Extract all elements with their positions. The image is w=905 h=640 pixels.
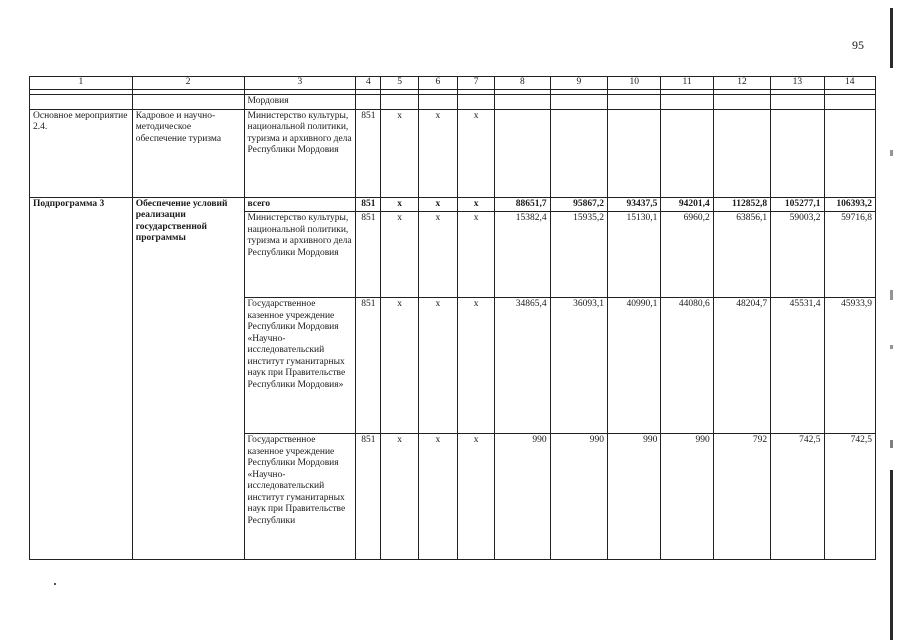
col-number: 6 — [418, 77, 457, 90]
col-number: 4 — [356, 77, 381, 90]
col-number: 11 — [661, 77, 713, 90]
row-title: Основное мероприятие 2.4. — [30, 109, 133, 197]
x-mark: х — [418, 298, 457, 434]
amount-cell: 105277,1 — [771, 197, 824, 212]
grbs-code: 851 — [356, 298, 381, 434]
x-mark: х — [418, 197, 457, 212]
x-mark: х — [457, 197, 494, 212]
amount-cell: 15382,4 — [495, 212, 550, 298]
amount-cell: 94201,4 — [661, 197, 713, 212]
x-mark: х — [418, 109, 457, 197]
amount-cell: 742,5 — [824, 434, 875, 560]
grbs-code: 851 — [356, 434, 381, 560]
subprogram-description: Обеспечение условий реализации государственной программы — [132, 197, 244, 560]
col-number: 8 — [495, 77, 550, 90]
x-mark: х — [418, 212, 457, 298]
amount-cell: 45531,4 — [771, 298, 824, 434]
amount-cell: 63856,1 — [713, 212, 770, 298]
col-number: 7 — [457, 77, 494, 90]
amount-cell: 742,5 — [771, 434, 824, 560]
amount-cell: 95867,2 — [550, 197, 607, 212]
amount-cell: 15935,2 — [550, 212, 607, 298]
amount-cell: 112852,8 — [713, 197, 770, 212]
col-number: 12 — [713, 77, 770, 90]
amount-cell: 990 — [661, 434, 713, 560]
amount-cell: 48204,7 — [713, 298, 770, 434]
budget-table — [29, 76, 876, 560]
carry-over-row — [30, 95, 876, 110]
executor-cell: всего — [244, 197, 356, 212]
x-mark: х — [381, 197, 418, 212]
x-mark: х — [418, 434, 457, 560]
amount-cell: 990 — [495, 434, 550, 560]
amount-cell: 40990,1 — [608, 298, 661, 434]
page-number: 95 — [852, 38, 864, 52]
amount-cell: 990 — [608, 434, 661, 560]
amount-cell: 15130,1 — [608, 212, 661, 298]
amount-cell: 45933,9 — [824, 298, 875, 434]
executor-cell: Государственное казенное учреждение Республики Мордовия «Научно-исследовательский институт гуманитарных наук при Правительстве Республики — [244, 434, 356, 560]
grbs-code: 851 — [356, 109, 381, 197]
col-number: 14 — [824, 77, 875, 90]
subprogram-title: Подпрограмма 3 — [30, 197, 133, 560]
amount-cell: 44080,6 — [661, 298, 713, 434]
executor-cell: Государственное казенное учреждение Республики Мордовия «Научно-исследовательский институт гуманитарных наук при Правительстве Республики Мордовия» — [244, 298, 356, 434]
amount-cell: 59003,2 — [771, 212, 824, 298]
x-mark: х — [457, 109, 494, 197]
x-mark: х — [381, 212, 418, 298]
amount-cell: 106393,2 — [824, 197, 875, 212]
x-mark: х — [381, 109, 418, 197]
x-mark: х — [457, 212, 494, 298]
amount-cell: 93437,5 — [608, 197, 661, 212]
row-description: Кадровое и научно-методическое обеспечение туризма — [132, 109, 244, 197]
x-mark: х — [457, 298, 494, 434]
carry-over-text: Мордовия — [244, 95, 356, 110]
col-number: 2 — [132, 77, 244, 90]
col-number: 3 — [244, 77, 356, 90]
col-number: 10 — [608, 77, 661, 90]
x-mark: х — [457, 434, 494, 560]
col-number: 9 — [550, 77, 607, 90]
grbs-code: 851 — [356, 212, 381, 298]
executor-cell: Министерство культуры, национальной политики, туризма и архивного дела Республики Мордовия — [244, 109, 356, 197]
scan-edge — [890, 0, 893, 640]
amount-cell: 36093,1 — [550, 298, 607, 434]
col-number: 1 — [30, 77, 133, 90]
amount-cell: 990 — [550, 434, 607, 560]
column-number-row — [30, 77, 876, 90]
col-number: 5 — [381, 77, 418, 90]
col-number: 13 — [771, 77, 824, 90]
executor-cell: Министерство культуры, национальной политики, туризма и архивного дела Республики Мордовия — [244, 212, 356, 298]
amount-cell: 88651,7 — [495, 197, 550, 212]
scan-speck — [54, 583, 56, 585]
amount-cell: 6960,2 — [661, 212, 713, 298]
subprogram-total-row — [30, 197, 876, 212]
amount-cell: 792 — [713, 434, 770, 560]
x-mark: х — [381, 434, 418, 560]
amount-cell: 59716,8 — [824, 212, 875, 298]
x-mark: х — [381, 298, 418, 434]
grbs-code: 851 — [356, 197, 381, 212]
amount-cell: 34865,4 — [495, 298, 550, 434]
table-row — [30, 109, 876, 197]
